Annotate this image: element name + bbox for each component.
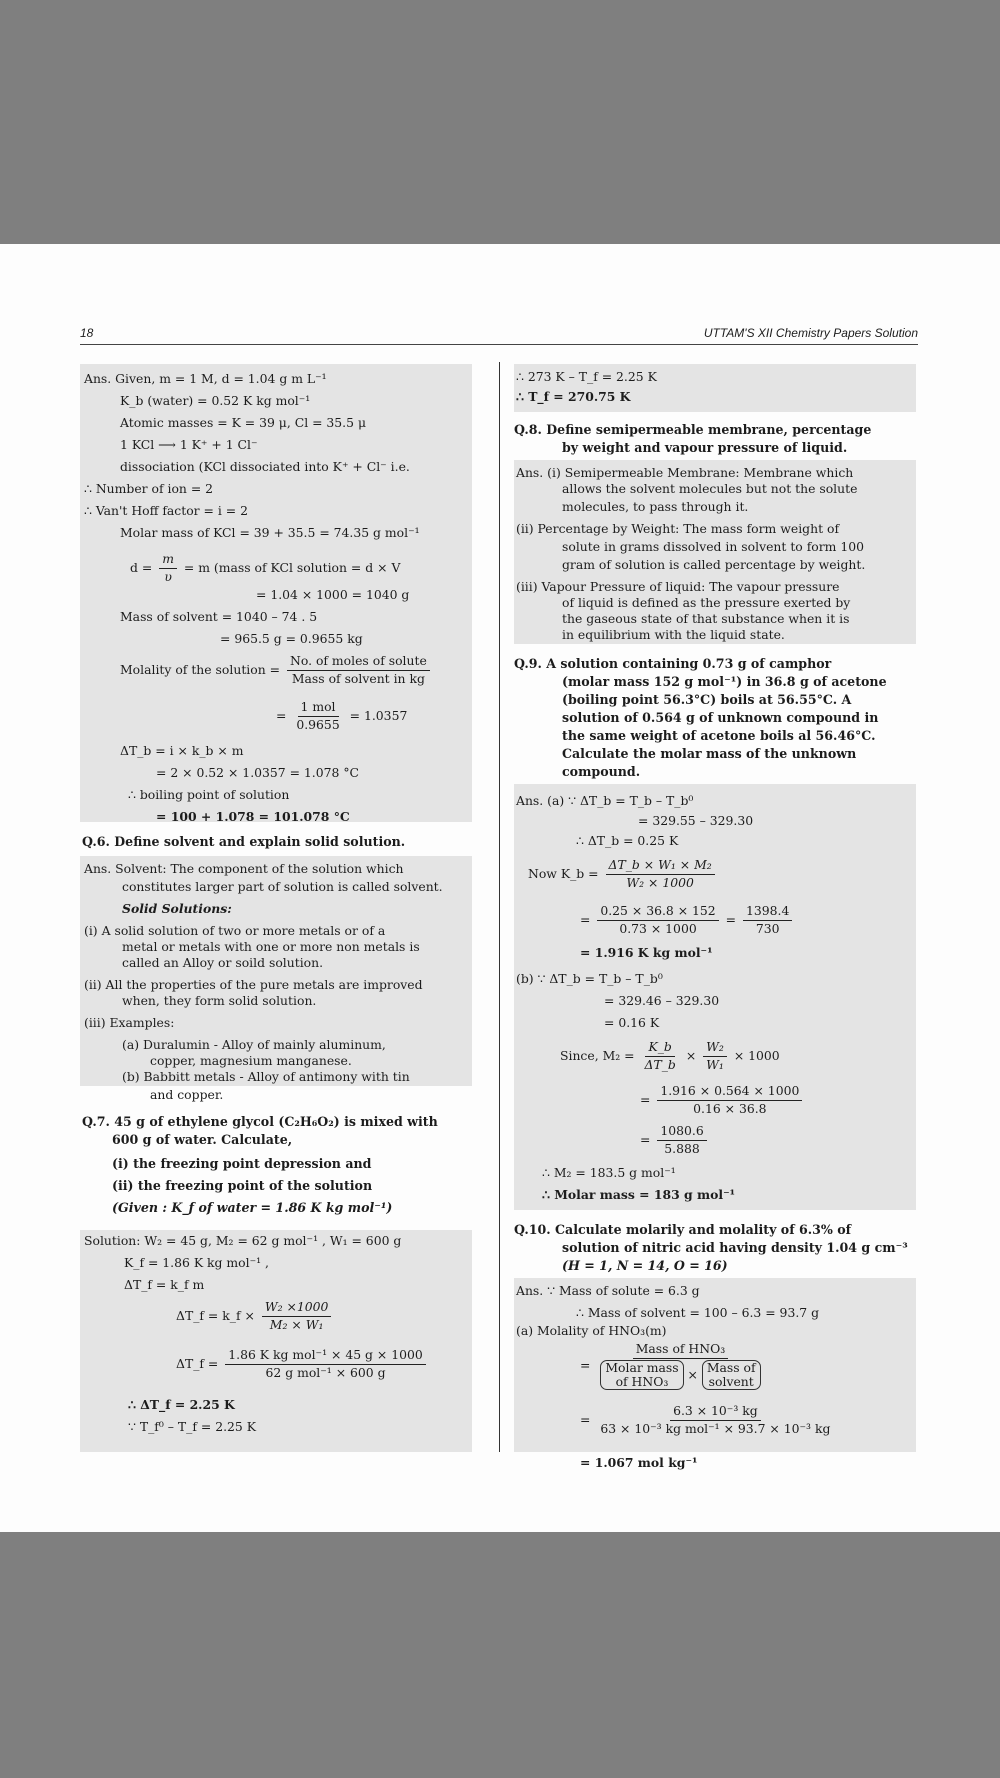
text-line: ∴ ΔT_b = 0.25 K [576, 833, 679, 848]
text-line: (ii) All the properties of the pure metals are improved [84, 977, 423, 992]
answer-block-q10 [514, 1278, 916, 1452]
freezing-depression-formula [176, 1300, 334, 1333]
text-line: = 2 × 0.52 × 1.0357 = 1.078 °C [156, 765, 360, 780]
question-6: Q.6. Define solvent and explain solid solution. [82, 834, 406, 849]
fraction [225, 1348, 425, 1381]
fraction [743, 904, 792, 937]
question-9-line: (molar mass 152 g mol⁻¹) in 36.8 g of acetone [562, 674, 887, 689]
eq-text: × 1000 [733, 1047, 780, 1063]
freezing-depression-result: ∴ ΔT_f = 2.25 K [128, 1397, 235, 1412]
text-line: Ans. (i) Semipermeable Membrane: Membrane which [516, 465, 854, 480]
text-line: (b) ∵ ΔT_b = T_b – T_b⁰ [516, 971, 663, 986]
question-10-line: (H = 1, N = 14, O = 16) [562, 1258, 728, 1273]
molality-equation [120, 654, 433, 687]
running-title: UTTAM'S XII Chemistry Papers Solution [703, 326, 918, 340]
text-line: ∵ T_f⁰ – T_f = 2.25 K [128, 1419, 256, 1434]
denominator: 63 × 10⁻³ kg mol⁻¹ × 93.7 × 10⁻³ kg [600, 1420, 831, 1436]
solution-block-q7 [80, 1230, 472, 1452]
paren-line: solvent [708, 1374, 754, 1390]
text-line: (a) Duralumin - Alloy of mainly aluminum, [122, 1037, 386, 1052]
numerator: 1.86 K kg mol⁻¹ × 45 g × 1000 [225, 1348, 425, 1365]
text-line: ∴ Number of ion = 2 [84, 481, 214, 496]
numerator: m [159, 552, 177, 569]
question-8-line: Q.8. Define semipermeable membrane, percentage [514, 422, 872, 437]
question-7-line: 600 g of water. Calculate, [112, 1132, 293, 1147]
numerator: 1.916 × 0.564 × 1000 [657, 1084, 802, 1101]
text-line: Atomic masses = K = 39 μ, Cl = 35.5 μ [120, 415, 366, 430]
denominator: 0.73 × 1000 [619, 920, 697, 936]
molar-mass-result: ∴ Molar mass = 183 g mol⁻¹ [542, 1187, 736, 1202]
molality-formula: = Mass of HNO₃ Molar mass of HNO₃ × Mass of solvent [580, 1342, 767, 1390]
column-divider [499, 362, 500, 1452]
text-line: constitutes larger part of solution is called solvent. [122, 879, 443, 894]
text-line: 1 KCl ⟶ 1 K⁺ + 1 Cl⁻ [120, 437, 258, 452]
fraction [159, 552, 177, 585]
text-line: called an Alloy or soild solution. [122, 955, 324, 970]
text-line: Molar mass of KCl = 39 + 35.5 = 74.35 g mol⁻¹ [120, 525, 420, 540]
text-line: and copper. [150, 1087, 224, 1102]
text-line: ΔT_b = i × k_b × m [120, 743, 244, 758]
denominator: 62 g mol⁻¹ × 600 g [265, 1364, 386, 1380]
text-line: gram of solution is called percentage by weight. [562, 557, 866, 572]
numerator: ΔT_b × W₁ × M₂ [606, 858, 715, 875]
text-line: of liquid is defined as the pressure exerted by [562, 595, 851, 610]
molality-result: = 1.067 mol kg⁻¹ [580, 1455, 698, 1470]
freezing-point-result: ∴ T_f = 270.75 K [516, 389, 631, 404]
denominator: ΔT_b [644, 1056, 676, 1072]
numerator: Mass of HNO₃ [633, 1342, 729, 1359]
fraction [597, 1404, 833, 1437]
freezing-depression-substitution [176, 1348, 429, 1381]
text-line: (i) A solid solution of two or more metals or of a [84, 923, 386, 938]
denominator: 0.16 × 36.8 [693, 1100, 767, 1116]
text-line: the gaseous state of that substance when it is [562, 611, 850, 626]
result: = 1.0357 [349, 707, 408, 723]
eq-label: Now K_b = [528, 865, 599, 881]
text-line: Ans. Given, m = 1 M, d = 1.04 g m L⁻¹ [84, 371, 327, 386]
molality-result: = $\frac{\text{1 mol}}{0.9655}$ = 1.0357 [276, 699, 408, 732]
text-line: dissociation (KCl dissociated into K⁺ + Cl⁻ i.e. [120, 459, 410, 474]
parenthesis-group [600, 1360, 683, 1391]
text-line: = 1.04 × 1000 = 1040 g [256, 587, 410, 602]
kb-formula [528, 858, 718, 891]
text-line: Ans. Solvent: The component of the solution which [84, 861, 404, 876]
text-line: ∴ Van't Hoff factor = i = 2 [84, 503, 248, 518]
denominator: υ [164, 568, 172, 584]
density-equation [130, 552, 400, 585]
eq-text: = m (mass of KCl solution = d × V [183, 559, 401, 575]
text-line: metal or metals with one or more non metals is [122, 939, 420, 954]
question-9-line: the same weight of acetone boils al 56.46°C. [562, 728, 876, 743]
text-line: ∴ M₂ = 183.5 g mol⁻¹ [542, 1165, 676, 1180]
text-line: copper, magnesium manganese. [150, 1053, 352, 1068]
text-line: Mass of solvent = 1040 – 74 . 5 [120, 609, 318, 624]
text-line: = 965.5 g = 0.9655 kg [220, 631, 363, 646]
kb-result: = 1.916 K kg mol⁻¹ [580, 945, 713, 960]
question-9-line: solution of 0.564 g of unknown compound in [562, 710, 879, 725]
numerator: 1080.6 [657, 1124, 706, 1141]
eq-label: d = [130, 559, 153, 575]
text-line: Solution: W₂ = 45 g, M₂ = 62 g mol⁻¹ , W₁ = 600 g [84, 1233, 402, 1248]
molality-substitution: = $\frac{\text{6.3 × 10⁻³ kg}}{\text{63 × 10⁻³ kg mol⁻¹ × 93.7 × 10⁻³ kg}}$ [580, 1404, 836, 1437]
fraction [293, 700, 342, 733]
text-line: allows the solvent molecules but not the solute [562, 481, 858, 496]
numerator: 1 mol [298, 700, 339, 717]
question-9-line: Calculate the molar mass of the unknown [562, 746, 857, 761]
eq-label: ΔT_f = k_f × [176, 1307, 255, 1323]
numerator: 0.25 × 36.8 × 152 [597, 904, 718, 921]
denominator: M₂ × W₁ [269, 1316, 324, 1332]
boiling-point-result: = 100 + 1.078 = 101.078 °C [156, 809, 350, 824]
text-line: when, they form solid solution. [122, 993, 317, 1008]
eq-label: Molality of the solution = [120, 661, 281, 677]
fraction [657, 1084, 802, 1117]
paren-line: Mass of [706, 1359, 756, 1375]
fraction [606, 858, 715, 891]
denominator: Mass of solvent in kg [291, 670, 425, 686]
question-10-line: Q.10. Calculate molarily and molality of 6.3% of [514, 1222, 852, 1237]
fraction [657, 1124, 706, 1157]
denominator: W₁ [706, 1056, 724, 1072]
question-7-line: (i) the freezing point depression and [112, 1156, 372, 1171]
question-7-line: Q.7. 45 g of ethylene glycol (C₂H₆O₂) is mixed with [82, 1114, 438, 1129]
parenthesis-group [702, 1360, 761, 1391]
answer-block-kcl [80, 364, 472, 822]
text-line: = 0.16 K [604, 1015, 660, 1030]
text-line: solute in grams dissolved in solvent to form 100 [562, 539, 864, 554]
numerator: No. of moles of solute [287, 654, 430, 671]
denominator: 0.9655 [296, 716, 340, 732]
text-line: molecules, to pass through it. [562, 499, 749, 514]
denominator: Molar mass of HNO₃ × Mass of solvent [597, 1359, 763, 1391]
text-line: (a) Molality of HNO₃(m) [516, 1323, 667, 1338]
subheading: Solid Solutions: [122, 901, 232, 916]
fraction [287, 654, 430, 687]
molar-mass-substitution: = $\frac{1.916 \times 0.564 \times 1000}{0.16 \times 36.8}$ [640, 1084, 805, 1117]
paren-line: Molar mass [605, 1359, 679, 1375]
text-line: (iii) Examples: [84, 1015, 175, 1030]
denominator: 730 [755, 920, 780, 936]
kb-substitution: = $\frac{0.25 \times 36.8 \times 152}{0.73 \times 1000}$ = $\frac{1398.4}{730}$ [580, 904, 795, 937]
numerator: 1398.4 [743, 904, 792, 921]
fraction [597, 1342, 763, 1390]
denominator: W₂ × 1000 [626, 874, 694, 890]
answer-block-q8 [514, 460, 916, 644]
numerator: K_b [645, 1040, 674, 1057]
numerator: 6.3 × 10⁻³ kg [670, 1404, 761, 1421]
answer-block-freezing-point [514, 364, 916, 412]
molar-mass-division: = $\frac{1080.6}{5.888}$ [640, 1124, 710, 1157]
denominator: 5.888 [664, 1140, 700, 1156]
question-9-line: Q.9. A solution containing 0.73 g of camphor [514, 656, 832, 671]
fraction [703, 1040, 727, 1073]
text-line: = 329.55 – 329.30 [638, 813, 754, 828]
text-line: ΔT_f = k_f m [124, 1277, 205, 1292]
text-line: in equilibrium with the liquid state. [562, 627, 785, 642]
question-7-line: (ii) the freezing point of the solution [112, 1178, 373, 1193]
paren-line: of HNO₃ [615, 1374, 669, 1390]
question-9-line: compound. [562, 764, 641, 779]
fraction [597, 904, 718, 937]
text-line: ∴ Mass of solvent = 100 – 6.3 = 93.7 g [576, 1305, 820, 1320]
fraction [642, 1040, 679, 1073]
document-page [0, 244, 1000, 1532]
text-line: (iii) Vapour Pressure of liquid: The vapour pressure [516, 579, 840, 594]
numerator: W₂ [703, 1040, 727, 1057]
answer-block-q9 [514, 784, 916, 1210]
text-line: (b) Babbitt metals - Alloy of antimony with tin [122, 1069, 410, 1084]
answer-block-q6 [80, 856, 472, 1086]
text-line: K_b (water) = 0.52 K kg mol⁻¹ [120, 393, 311, 408]
page-header [80, 322, 918, 345]
text-line: ∴ 273 K – T_f = 2.25 K [516, 369, 657, 384]
fraction [262, 1300, 332, 1333]
question-7-given: (Given : K_f of water = 1.86 K kg mol⁻¹) [112, 1200, 393, 1215]
text-line: Ans. ∵ Mass of solute = 6.3 g [516, 1283, 700, 1298]
eq-label: ΔT_f = [176, 1355, 219, 1371]
text-line: (ii) Percentage by Weight: The mass form weight of [516, 521, 840, 536]
question-10-line: solution of nitric acid having density 1.04 g cm⁻³ [562, 1240, 908, 1255]
numerator: W₂ ×1000 [262, 1300, 332, 1317]
text-line: K_f = 1.86 K kg mol⁻¹ , [124, 1255, 269, 1270]
question-9-line: (boiling point 56.3°C) boils at 56.55°C. A [562, 692, 852, 707]
question-8-line: by weight and vapour pressure of liquid. [562, 440, 848, 455]
text-line: = 329.46 – 329.30 [604, 993, 720, 1008]
molar-mass-formula: Since, M₂ = $\frac{K\_b}{\Delta T\_b}$ × $\frac{\text{W₂}}{\text{W₁}}$ × 1000 [560, 1039, 780, 1072]
text-line: ∴ boiling point of solution [128, 787, 290, 802]
text-line: Ans. (a) ∵ ΔT_b = T_b – T_b⁰ [516, 793, 694, 808]
page-number: 18 [80, 326, 94, 340]
eq-label: Since, M₂ = [560, 1047, 635, 1063]
